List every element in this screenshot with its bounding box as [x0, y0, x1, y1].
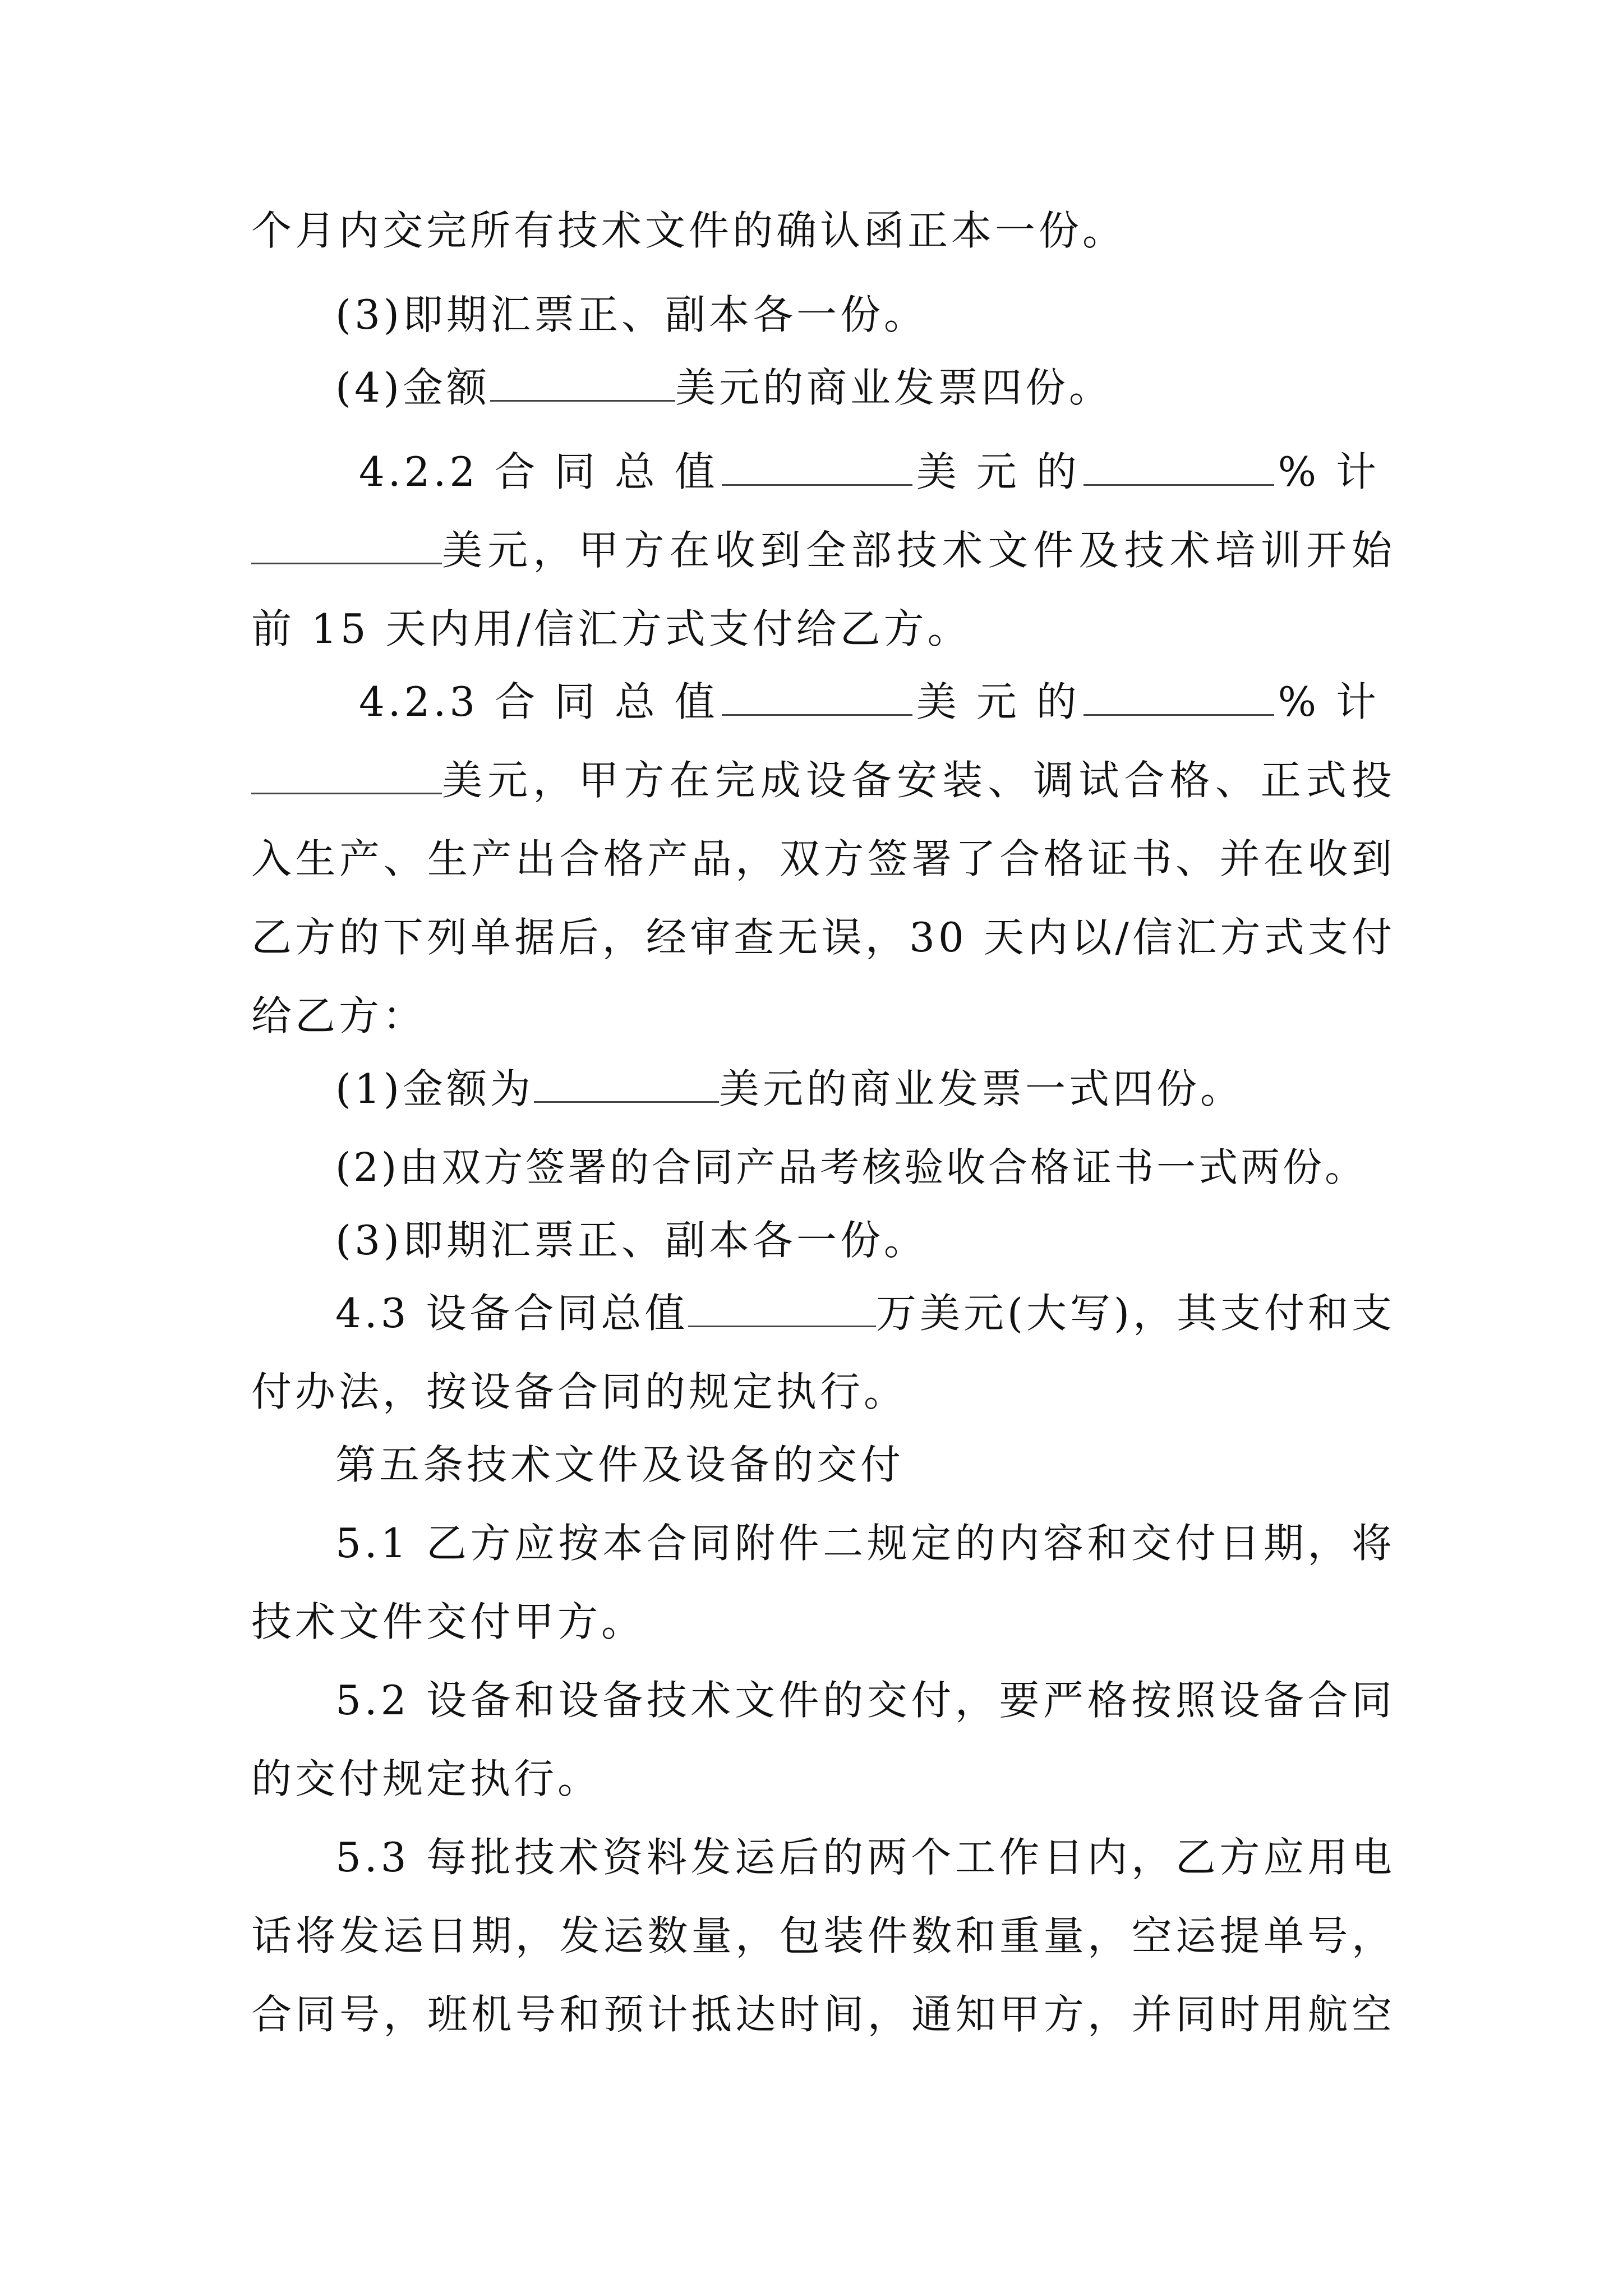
clause-line	[335, 1282, 1395, 1344]
text-run: 美元的商业发票一式四份。	[719, 1065, 1244, 1112]
text-line: 付办法，按设备合同的规定执行。	[251, 1368, 908, 1415]
fill-in-blank	[1083, 448, 1274, 486]
text-run: 万美元(大写)，其支付和支	[875, 1290, 1395, 1337]
text-line: 话将发运日期，发运数量，包装件数和重量，空运提单号，	[251, 1912, 1395, 1959]
text-run: 美 元 的	[916, 678, 1080, 725]
text-run: (4)金额	[335, 364, 490, 411]
text-run: 美 元 的	[916, 448, 1080, 495]
clause-line	[359, 441, 1380, 503]
clause-line: 5.3 每批技术资料发运后的两个工作日内，乙方应用电	[335, 1834, 1395, 1881]
text-line: 合同号，班机号和预计抵达时间，通知甲方，并同时用航空	[251, 1991, 1395, 2038]
text-run: 4.3 设备合同总值	[335, 1290, 689, 1337]
text-line	[251, 749, 1395, 811]
section-heading: 第五条技术文件及设备的交付	[335, 1441, 905, 1488]
text-run: 美元，甲方在完成设备安装、调试合格、正式投	[442, 757, 1395, 804]
text-run: 美元，甲方在收到全部技术文件及技术培训开始	[442, 527, 1395, 574]
text-line: 乙方的下列单据后，经审查无误，30 天内以/信汇方式支付	[251, 914, 1395, 961]
list-item: (3)即期汇票正、副本各一份。	[335, 291, 928, 338]
text-line: 技术文件交付甲方。	[251, 1598, 645, 1645]
clause-line: 5.1 乙方应按本合同附件二规定的内容和交付日期，将	[335, 1520, 1395, 1567]
fill-in-blank	[722, 448, 912, 486]
list-item: (2)由双方签署的合同产品考核验收合格证书一式两份。	[335, 1144, 1367, 1190]
text-line: 个月内交完所有技术文件的确认函正本一份。	[251, 207, 1127, 254]
text-line: 入生产、生产出合格产品，双方签署了合格证书、并在收到	[251, 835, 1395, 882]
text-run: % 计	[1278, 448, 1380, 495]
fill-in-blank	[251, 757, 442, 794]
list-item	[335, 357, 1479, 418]
clause-line: 5.2 设备和设备技术文件的交付，要严格按照设备合同	[335, 1677, 1395, 1724]
text-run: (1)金额为	[335, 1065, 534, 1112]
text-run: % 计	[1278, 678, 1380, 725]
fill-in-blank	[722, 678, 912, 716]
text-line: 前 15 天内用/信汇方式支付给乙方。	[251, 605, 971, 652]
fill-in-blank	[1083, 678, 1274, 716]
clause-line	[359, 671, 1380, 733]
fill-in-blank	[490, 364, 675, 402]
text-line	[251, 519, 1395, 581]
text-run: 美元的商业发票四份。	[675, 364, 1113, 411]
text-line: 的交付规定执行。	[251, 1755, 602, 1802]
fill-in-blank	[534, 1065, 719, 1103]
list-item	[335, 1058, 1479, 1120]
text-run: 4.2.2 合 同 总 值	[359, 448, 718, 495]
fill-in-blank	[251, 527, 442, 564]
text-line: 给乙方：	[251, 992, 427, 1039]
fill-in-blank	[688, 1290, 875, 1327]
text-run: 4.2.3 合 同 总 值	[359, 678, 718, 725]
list-item: (3)即期汇票正、副本各一份。	[335, 1217, 928, 1264]
